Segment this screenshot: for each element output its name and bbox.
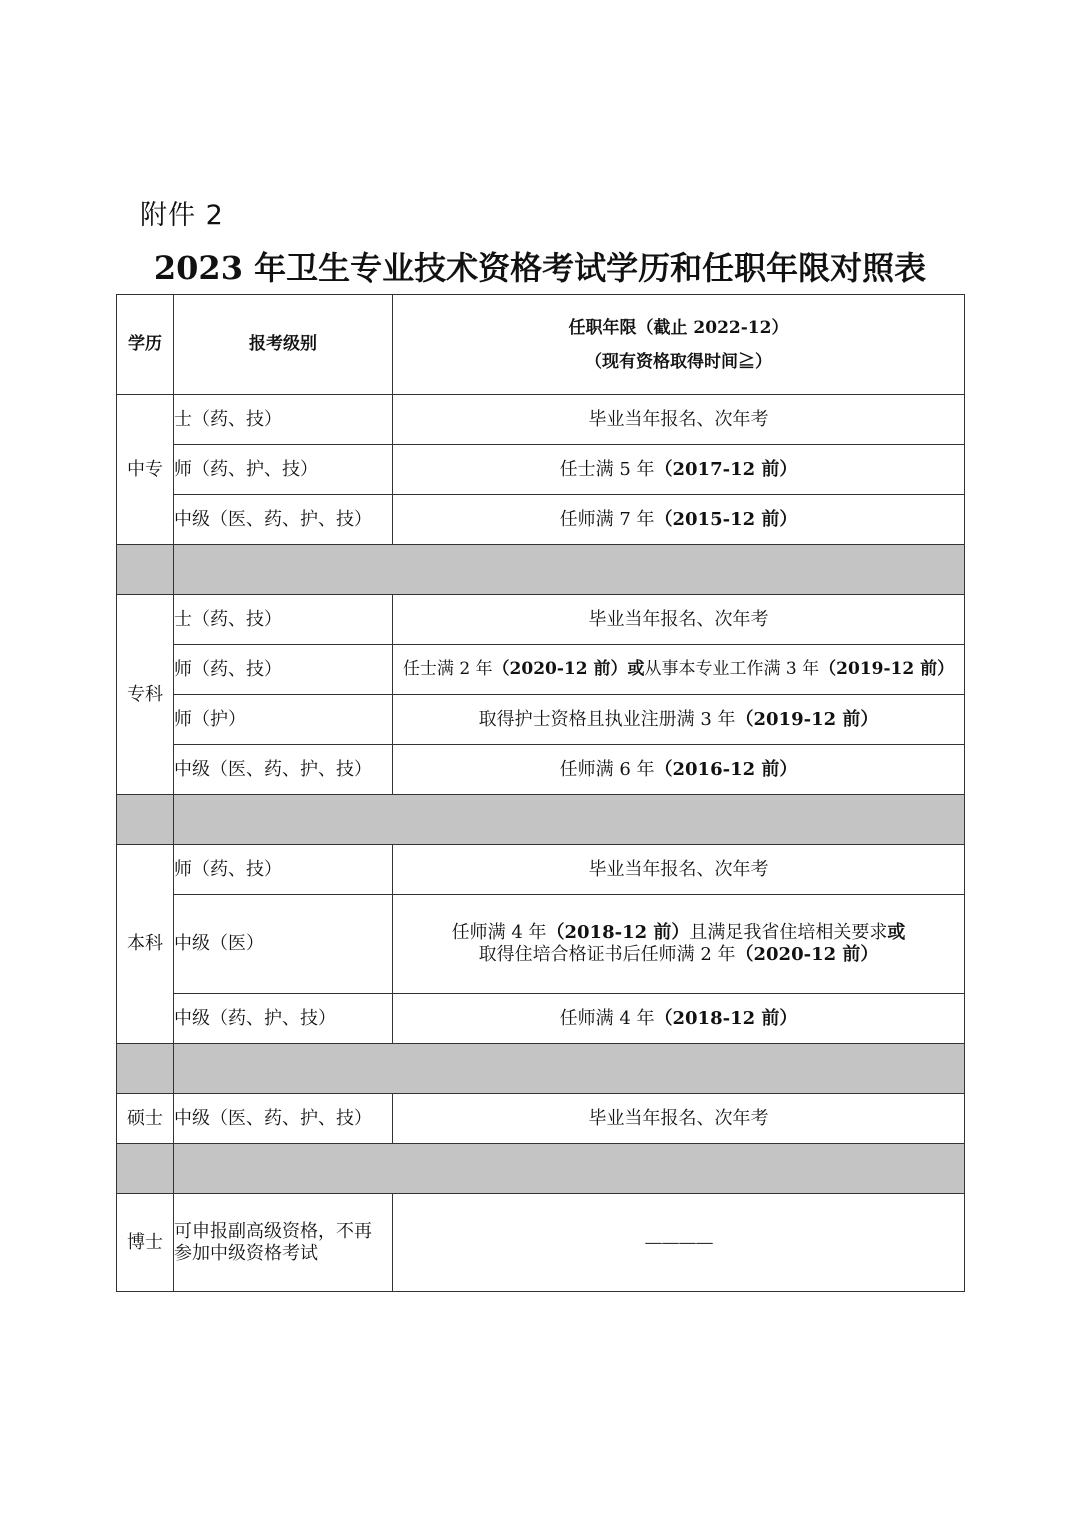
separator-cell	[174, 1144, 965, 1194]
separator-cell	[117, 795, 174, 845]
separator-cell	[117, 545, 174, 595]
header-requirement-line1: 任职年限（截止 2022-12）	[568, 317, 789, 338]
requirement-date: （2019-12 前）	[819, 659, 955, 680]
table-row	[117, 1194, 965, 1292]
requirement-text: 取得住培合格证书后任师满 2 年	[478, 944, 736, 965]
level-line: 参加中级资格考试	[174, 1242, 318, 1264]
level-cell: 师（护）	[174, 695, 393, 745]
table-row	[117, 994, 965, 1044]
requirement-text: 且满足我省住培相关要求	[689, 922, 888, 944]
level-cell: 士（药、技）	[174, 595, 393, 645]
requirement-cell	[393, 695, 965, 745]
table-row	[117, 595, 965, 645]
requirement-text: 任士满 2 年	[402, 659, 493, 680]
requirement-cell	[393, 994, 965, 1044]
table-row	[117, 745, 965, 795]
level-cell: 士（药、技）	[174, 395, 393, 445]
qualification-table	[116, 294, 965, 1292]
separator-row	[117, 545, 965, 595]
level-line: 可申报副高级资格，不再	[174, 1220, 372, 1242]
requirement-date: （2018-12 前）	[546, 922, 690, 944]
level-cell: 中级（药、护、技）	[174, 994, 393, 1044]
requirement-cell	[393, 495, 965, 545]
requirement-text: 任师满 6 年	[559, 758, 655, 780]
table-row	[117, 895, 965, 994]
requirement-text: 任士满 5 年	[559, 458, 655, 480]
requirement-line	[393, 922, 964, 944]
requirement-date: （2020-12 前）或	[492, 659, 645, 680]
header-education: 学历	[117, 295, 174, 395]
requirement-date: （2018-12 前）	[654, 1007, 798, 1029]
requirement-date: （2019-12 前）	[735, 708, 879, 730]
requirement-text: 任师满 7 年	[559, 508, 655, 530]
separator-cell	[117, 1044, 174, 1094]
separator-row	[117, 795, 965, 845]
requirement-text: 取得护士资格且执业注册满 3 年	[478, 708, 736, 730]
requirement-cell	[393, 645, 965, 695]
separator-cell	[174, 1044, 965, 1094]
table-header-row	[117, 295, 965, 395]
table-row	[117, 695, 965, 745]
requirement-cell: 毕业当年报名、次年考	[393, 1094, 965, 1144]
requirement-cell	[393, 895, 965, 994]
separator-row	[117, 1144, 965, 1194]
requirement-text: 任师满 4 年	[559, 1007, 655, 1029]
requirement-cell	[393, 745, 965, 795]
level-cell: 师（药、护、技）	[174, 445, 393, 495]
table-row	[117, 1094, 965, 1144]
requirement-cell: 毕业当年报名、次年考	[393, 845, 965, 895]
education-boshi: 博士	[117, 1194, 174, 1292]
table-row	[117, 645, 965, 695]
requirement-date: （2015-12 前）	[654, 508, 798, 530]
level-cell: 师（药、技）	[174, 845, 393, 895]
requirement-dash: ————	[644, 1231, 713, 1253]
level-cell: 中级（医、药、护、技）	[174, 495, 393, 545]
level-cell: 中级（医、药、护、技）	[174, 745, 393, 795]
header-level: 报考级别	[174, 295, 393, 395]
attachment-label: 附件 2	[140, 200, 224, 231]
requirement-cell: 毕业当年报名、次年考	[393, 595, 965, 645]
requirement-or: 或	[887, 922, 906, 944]
education-benke: 本科	[117, 845, 174, 1044]
requirement-date: （2020-12 前）	[735, 944, 879, 965]
requirement-line	[393, 944, 964, 966]
requirement-text: 从事本专业工作满 3 年	[644, 659, 820, 680]
level-cell	[174, 1194, 393, 1292]
header-requirement	[393, 295, 965, 395]
separator-cell	[174, 545, 965, 595]
separator-row	[117, 1044, 965, 1094]
education-zhuanke: 专科	[117, 595, 174, 795]
table-row	[117, 495, 965, 545]
document-title: 2023 年卫生专业技术资格考试学历和任职年限对照表	[153, 249, 927, 287]
requirement-cell	[393, 1194, 965, 1292]
table-row	[117, 845, 965, 895]
requirement-date: （2017-12 前）	[654, 458, 798, 480]
requirement-text: 任师满 4 年	[451, 922, 547, 944]
requirement-cell: 毕业当年报名、次年考	[393, 395, 965, 445]
level-cell: 中级（医、药、护、技）	[174, 1094, 393, 1144]
requirement-cell	[393, 445, 965, 495]
level-cell: 师（药、技）	[174, 645, 393, 695]
level-cell: 中级（医）	[174, 895, 393, 994]
education-zhongzhuan: 中专	[117, 395, 174, 545]
separator-cell	[174, 795, 965, 845]
separator-cell	[117, 1144, 174, 1194]
table-row	[117, 445, 965, 495]
requirement-date: （2016-12 前）	[654, 758, 798, 780]
table-row	[117, 395, 965, 445]
header-requirement-line2: （现有资格取得时间≧）	[585, 351, 772, 372]
education-shuoshi: 硕士	[117, 1094, 174, 1144]
